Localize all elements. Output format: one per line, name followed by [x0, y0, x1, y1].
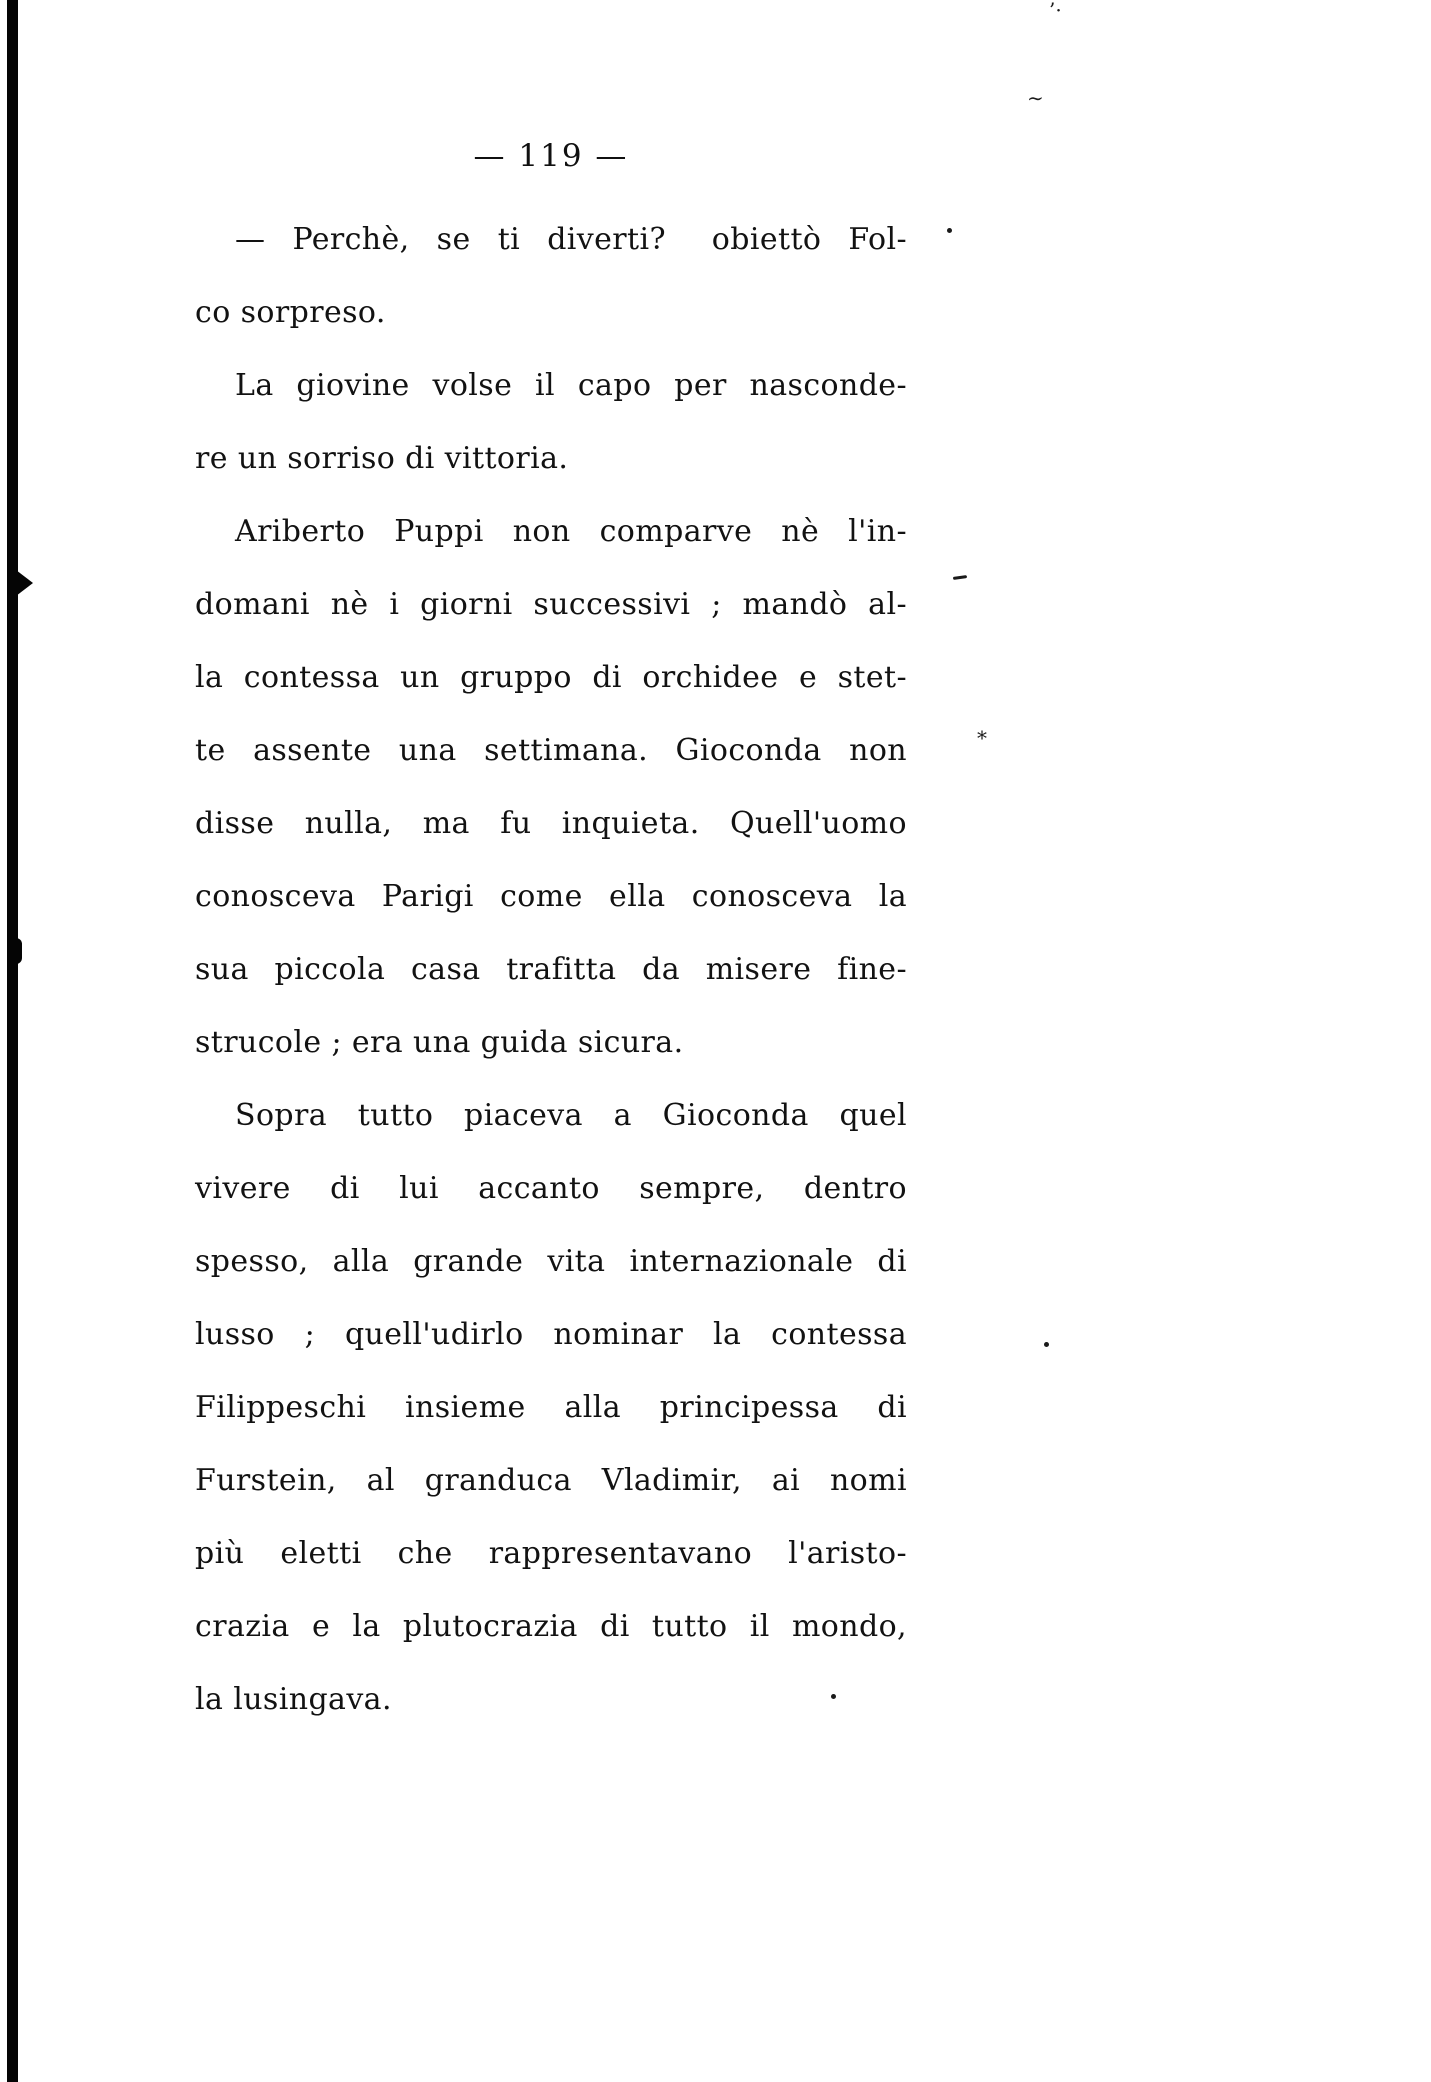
text-line: vivere di lui accanto sempre, dentro [195, 1171, 907, 1206]
paragraph [195, 203, 907, 349]
text-line: — Perchè, se ti diverti? obiettò Fol- [235, 222, 907, 257]
scan-speck [831, 1694, 836, 1699]
text-line: disse nulla, ma fu inquieta. Quell'uomo [195, 806, 907, 841]
paragraph [195, 495, 907, 1079]
text-line: Ariberto Puppi non comparve nè l'in- [235, 514, 907, 549]
text-line: te assente una settimana. Gioconda non [195, 733, 907, 768]
text-line: Filippeschi insieme alla principessa di [195, 1390, 907, 1425]
paragraph [195, 1079, 907, 1736]
page-text-block [195, 203, 907, 1736]
text-line: re un sorriso di vittoria. [195, 441, 569, 476]
text-line: più eletti che rappresentavano l'aristo- [195, 1536, 907, 1571]
text-line: la contessa un gruppo di orchidee e stet- [195, 660, 907, 695]
text-line: La giovine volse il capo per nasconde- [235, 368, 907, 403]
binding-shadow-bar [7, 0, 18, 2082]
text-line: Sopra tutto piaceva a Gioconda quel [235, 1098, 907, 1133]
text-line: conosceva Parigi come ella conosceva la [195, 879, 907, 914]
text-line: domani nè i giorni successivi ; mandò al- [195, 587, 907, 622]
scan-speck: ’· [1049, 0, 1062, 22]
scan-speck: ∼ [1027, 86, 1044, 110]
page-number: — 119 — [473, 138, 629, 174]
text-line: crazia e la plutocrazia di tutto il mondo, [195, 1609, 907, 1644]
scan-speck [953, 575, 967, 580]
text-line: Furstein, al granduca Vladimir, ai nomi [195, 1463, 907, 1498]
text-line: co sorpreso. [195, 295, 386, 330]
text-line: spesso, alla grande vita internazionale di [195, 1244, 907, 1279]
text-line: lusso ; quell'udirlo nominar la contessa [195, 1317, 907, 1352]
binding-shadow-bump [15, 938, 22, 964]
paragraph [195, 349, 907, 495]
binding-shadow-spur [16, 570, 33, 596]
text-line: la lusingava. [195, 1682, 392, 1717]
scan-speck [947, 228, 952, 233]
text-line: strucole ; era una guida sicura. [195, 1025, 684, 1060]
scan-speck [1044, 1342, 1049, 1347]
text-line: sua piccola casa trafitta da misere fine- [195, 952, 907, 987]
scan-speck: * [977, 726, 987, 750]
